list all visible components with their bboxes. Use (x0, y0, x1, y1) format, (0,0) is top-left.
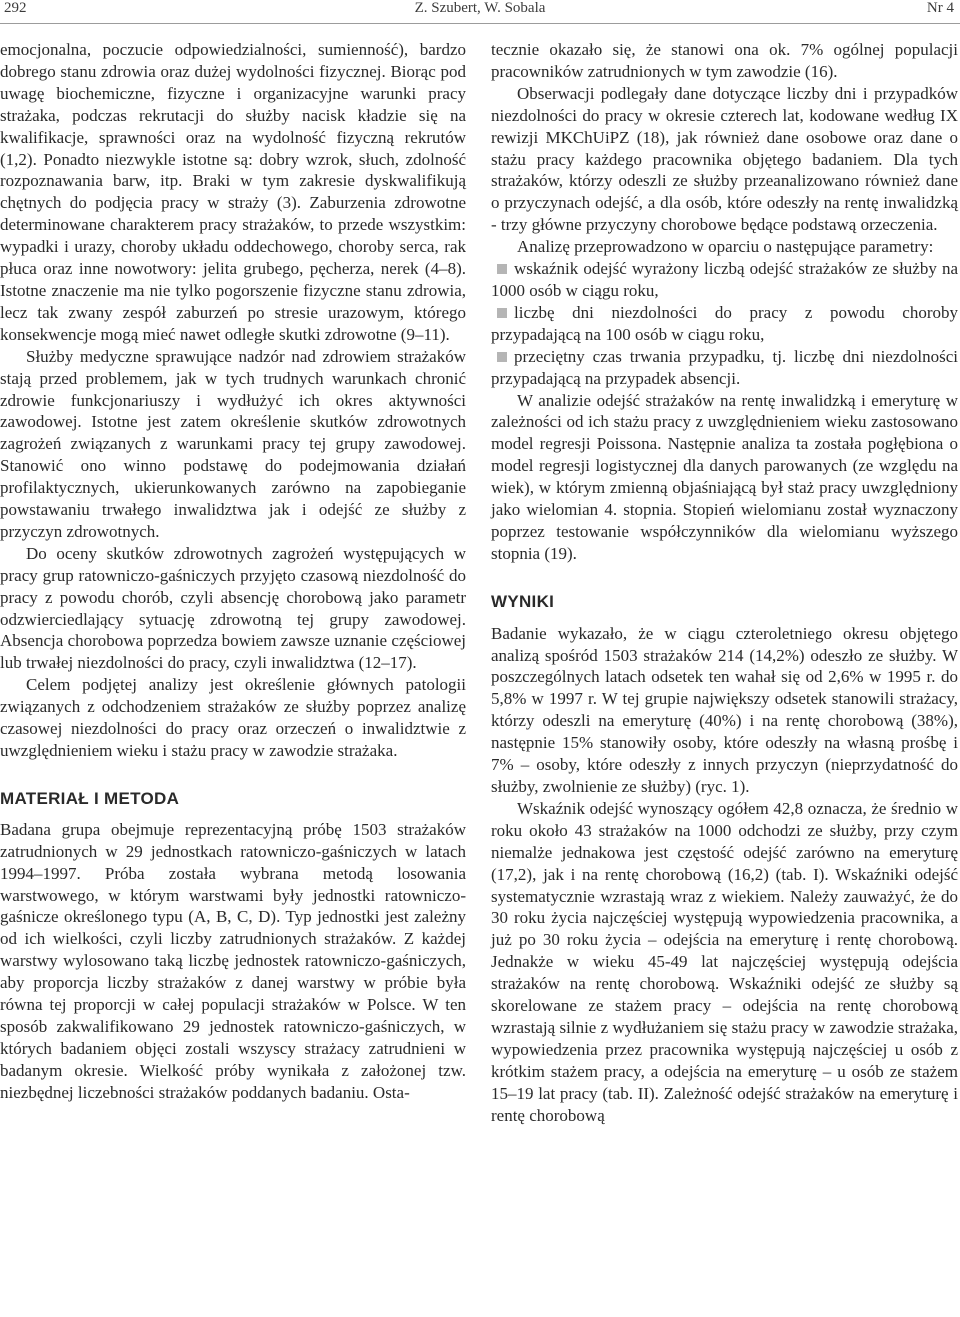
paragraph: Analizę przeprowadzono w oparciu o następujące parametry: (517, 237, 934, 257)
header-rule (0, 23, 960, 24)
list-item-text: wskaźnik odejść wyrażony liczbą odejść strażaków ze służby na 1000 osób w ciągu roku, (491, 259, 958, 300)
paragraph: Do oceny skutków zdrowotnych zagrożeń występujących w pracy grup ratowniczo-gaśniczych przyjęto czasową niezdolność do pracy z powodu chorób, czyli absencję chorobową jako parametr odzwierciedlający sytuację zdrowotną tej grupy zawodowej. Absencja chorobowa poprzedza bowiem zawsze uznanie częściowej lub trwałej niezdolności do pracy, czyli inwalidztwa (12–17). (0, 543, 466, 673)
list-item (491, 302, 958, 346)
paragraph: Obserwacji podlegały dane dotyczące liczby dni i przypadków niezdolności do pracy w okresie czterech lat, kodowane według IX rewizji MKChUiPZ (18), jak również dane osobowe oraz dane o stażu pracy każdego pracownika objętego badaniem. Dla tych strażaków, którzy odeszli ze służby przeanalizowano również dane o przyczynach odejść, a dla osób, które odeszły na rentę inwalidzką - trzy główne przyczyny chorobowe będące podstawą orzeczenia. (491, 83, 958, 235)
paragraph: Badana grupa obejmuje reprezentacyjną próbę 1503 strażaków zatrudnionych w 29 jednostkach ratowniczo-gaśniczych w latach 1994–1997. Próba została wybrana metodą losowania warstwowego, w którym warstwami były jednostki ratowniczo-gaśnicze określonego typu (A, B, C, D). Typ jednostki jest zależny od ich wielkości, czyli liczby zatrudnionych strażaków. Z każdej warstwy wylosowano taką liczbę jednostek ratowniczo-gaśniczych, aby proporcja liczby strażaków z danej warstwy w próbie była równa tej proporcji w całej populacji strażaków w Polsce. W ten sposób zakwalifikowano 29 jednostek ratowniczo-gaśniczych, w których badaniem objęci zostali wszyscy strażacy zatrudnieni w badanym okresie. Wielkość próby wynikała z założonej tzw. niezbędnej liczebności strażaków poddanych badaniu. Osta- (0, 819, 466, 1102)
list-item (491, 346, 958, 390)
right-column (491, 39, 958, 1127)
running-authors: Z. Szubert, W. Sobala (414, 0, 546, 16)
paragraph: Służby medyczne sprawujące nadzór nad zdrowiem strażaków stają przed problemem, jak w tych trudnych warunkach chronić zdrowie funkcjonariuszy i wydłużyć ich okres aktywności zawodowej. Istotne jest zatem określenie skutków zdrowotnych zagrożeń związanych z warunkami pracy tej grupy zawodowej. Stanowić ono winno podstawę do podejmowania działań profilaktycznych, ukierunkowanych zarówno na zapobieganie powstawaniu trwałego inwalidztwa jak i odejść ze służby z przyczyn zdrowotnych. (0, 346, 466, 541)
square-bullet-icon (497, 308, 507, 318)
running-header (0, 0, 960, 22)
section-heading-methods: MATERIAŁ I METODA (0, 788, 180, 808)
paragraph: Celem podjętej analizy jest określenie głównych patologii związanych z odchodzeniem strażaków ze służby poprzez analizę czasowej niezdolności do pracy oraz orzeczeń o inwalidztwie z uwzględnieniem wieku i stażu pracy w zawodzie strażaka. (0, 675, 466, 760)
paragraph: emocjonalna, poczucie odpowiedzialności, sumienność), bardzo dobrego stanu zdrowia oraz dużej wydolności fizycznej. Biorąc pod uwagę biochemiczne, fizyczne i organizacyjne warunki pracy strażaka, podczas rekrutacji do służby nacisk kładzie się na kwalifikacje, sprawności oraz na wydolność fizyczną rekrutów (1,2). Ponadto niezwykle istotne są: dobry wzrok, słuch, zdolność rozpoznawania barw, itp. Braki w tym zakresie dyskwalifikują chętnych do podjęcia pracy w straży (3). Zaburzenia zdrowotne determinowane charakterem pracy strażaków, to przede wszystkim: wypadki i urazy, choroby układu oddechowego, choroby serca, rak płuca oraz inne nowotwory: jelita grubego, pęcherza, nerek (4–8). Istotne znaczenie ma nie tylko pogorszenie fizyczne stanu zdrowia, lecz tak zwany zespół zaburzeń po stresie urazowym, którego konsekwencje mogą mieć nawet odległe skutki zdrowotne (9–11). (0, 40, 466, 344)
section-heading-results: WYNIKI (491, 591, 555, 611)
list-item-text: przeciętny czas trwania przypadku, tj. liczbę dni niezdolności przypadającą na przypadek absencji. (491, 346, 958, 388)
left-column (0, 39, 466, 1104)
paragraph: W analizie odejść strażaków na rentę inwalidzką i emeryturę w zależności od ich stażu pracy z uwzględnieniem wieku zastosowano model regresji Poissona. Następnie analiza ta została pogłębiona o model regresji logistycznej dla danych parowanych (ze względu na wiek), w którym zmienną objaśniającą był staż pracy uwzględniony jako wielomian 4. stopnia. Stopień wielomianu został wyznaczony poprzez testowanie współczynników dla wielomianu wyższego stopnia (19). (491, 390, 958, 563)
issue-number: Nr 4 (926, 0, 954, 16)
list-item-text: liczbę dni niezdolności do pracy z powodu choroby przypadającą na 100 osób w ciągu roku, (491, 302, 958, 344)
paragraph: Wskaźnik odejść wynoszący ogółem 42,8 oznacza, że średnio w roku około 43 strażaków na 1000 odchodzi ze służby, przy czym niemalże jednakowa jest częstość odejść zarówno na emeryturę (17,2), jak i na rentę chorobową (16,2) (tab. I). Wskaźniki odejść systematycznie wzrastają wraz z wiekiem. Należy zauważyć, że do 30 roku życia najczęściej występują wypowiedzenia pracownika, a już po 30 roku życia – odejścia na emeryturę i rentę chorobową. Jednakże w wieku 45-49 lat najczęściej występują odejścia strażaków na rentę chorobową. Wskaźniki odejść ze służby są skorelowane ze stażem pracy – odejścia na rentę chorobową wzrastają silnie z wydłużaniem się stażu pracy w zawodzie strażaka, wypowiedzenia przez pracownika występują najczęściej u osób z krótkim stażem pracy, a odejścia na emeryturę – u osób ze stażem 15–19 lat pracy (tab. II). Zależność odejść strażaków na emeryturę i rentę chorobową (491, 798, 958, 1125)
paragraph: tecznie okazało się, że stanowi ona ok. 7% ogólnej populacji pracowników zatrudnionych w tym zawodzie (16). (491, 40, 958, 81)
list-item (491, 258, 958, 302)
paragraph: Badanie wykazało, że w ciągu czteroletniego okresu objętego analizą spośród 1503 strażaków 214 (14,2%) odeszło ze służby. W poszczególnych latach odsetek ten wahał się od 2,6% w 1995 r. do 5,8% w 1997 r. W tej grupie największy odsetek stanowili strażacy, którzy odeszli na emeryturę (40%) i na rentę chorobową (38%), następnie 15% stanowiły osoby, które odeszły na własną prośbę i 7% – osoby, które odeszły z innych przyczyn (nieprzydatność do służby, zwolnienie ze służby) (ryc. 1). (491, 623, 958, 796)
page-number: 292 (4, 0, 27, 16)
square-bullet-icon (497, 264, 507, 274)
square-bullet-icon (497, 352, 507, 362)
